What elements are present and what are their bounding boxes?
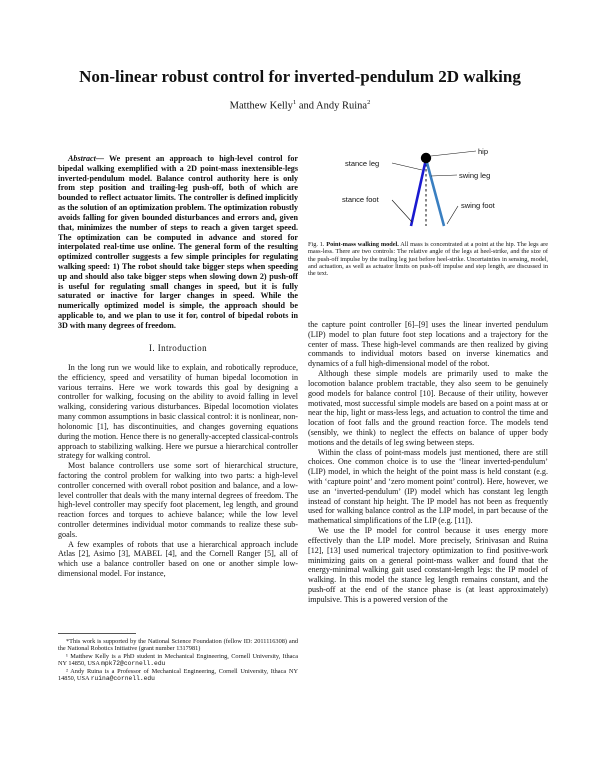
footnote-ruina-text: ² Andy Ruina is a Professor of Mechanical Engineering, Cornell University, Ithaca NY 14850, USA bbox=[58, 667, 298, 683]
section-heading-introduction: I. Introduction bbox=[149, 343, 207, 353]
intro-paragraph-2: Most balance controllers use some sort of hierarchical structure, factoring the control problem for walking into two parts: a high-level controller concerned with overall robot position and balance, and a low-level controller that deals with the many internal degrees of freedom. The high-level controller may specify foot placement, leg length, and ground reaction forces and torques to achieve balance; while the low level controller determines individual motor commands to realize these sub-goals. bbox=[58, 461, 298, 539]
body-paragraph-4: We use the IP model for control because it uses energy more effectively than the LIP model. More precisely, Srinivasan and Ruina [12], [13] used numerical trajectory optimization to find positive-work minimizing gaits on a general point-mass walker and found that the energy-minimal walking gait used constant-length legs: the IP model of walking. In this model the stance leg length remains constant, and the push-off at the end of the stance phase is (at least approximately) impulsive. This is a powered version of the bbox=[308, 526, 548, 604]
footnote-kelly-email: mpk72@cornell.edu bbox=[101, 660, 166, 668]
author-kelly-mark: 1 bbox=[292, 99, 297, 106]
author-kelly: Matthew Kelly bbox=[229, 100, 293, 112]
hip-point-mass bbox=[421, 153, 431, 163]
label-swing-leg: swing leg bbox=[459, 171, 491, 180]
stance-foot-leader-line bbox=[392, 200, 412, 222]
hip-leader-line bbox=[431, 151, 476, 156]
label-swing-foot: swing foot bbox=[461, 201, 495, 210]
abstract-text: — We present an approach to high-level control for bipedal walking exemplified with a 2D point-mass inextensible-legs inverted-pendulum model. Balance control authority here is only from step position and trailing-leg push-off, both of which are bounded to reflect actuator limits. The controller is defined implicitly as the solution of an optimization problem. The optimization robustly avoids falling for given bounded disturbances and errors and, given that, minimizes the number of steps to reach a given target speed. The optimization can be computed in advance and stored for interpolated real-time use online. The general form of the resulting optimized controller suggests a few simple principles for regulating walking speed: 1) The robot should take bigger steps when speeding up and should also take bigger steps when slowing down 2) push-off is useful for regulating small changes in speed, but it is fully saturated or inactive for larger changes in speed. While the numerically optimized model is simple, the approach should be applicable to, and we plan to use it for, control of bipedal robots in 3D with many degrees of freedom. bbox=[58, 154, 298, 330]
swing-foot-leader-line bbox=[447, 206, 458, 224]
footnote-ruina bbox=[58, 668, 298, 683]
abstract bbox=[58, 154, 298, 331]
figure-caption bbox=[308, 241, 548, 277]
footnote-funding: *This work is supported by the National Science Foundation (fellow ID: 2011116308) and the National Robotics Initiative (grant number 1317981) bbox=[58, 638, 298, 653]
footnote-kelly bbox=[58, 653, 298, 668]
footnote-rule bbox=[58, 633, 136, 634]
author-ruina-mark: 2 bbox=[367, 99, 371, 106]
figure-caption-title: Point-mass walking model. bbox=[326, 241, 399, 248]
author-line bbox=[0, 99, 600, 112]
footnote-kelly-text: ¹ Matthew Kelly is a PhD student in Mechanical Engineering, Cornell University, Ithaca NY 14850, USA bbox=[58, 652, 298, 668]
figure-caption-label: Fig. 1. bbox=[308, 241, 325, 248]
point-mass-walking-model-figure bbox=[316, 143, 544, 243]
left-column-body bbox=[58, 363, 298, 579]
body-paragraph-1: the capture point controller [6]–[9] uses the linear inverted pendulum (LIP) model to plan future foot step locations and a trajectory for the center of mass. These high-level commands are then realized by giving commands to individual motors based on inverse kinematics and dynamics of a full high-dimensional model of the robot. bbox=[308, 320, 548, 369]
swing-leg-leader-line bbox=[431, 175, 457, 176]
footnotes bbox=[58, 638, 298, 682]
label-stance-foot: stance foot bbox=[342, 195, 379, 204]
body-paragraph-3: Within the class of point-mass models just mentioned, there are still choices. One common choice is to use the ‘linear inverted-pendulum’ (LIP) model, in which the height of the point mass is held constant (e.g. with ‘capture point’ and ‘zero moment point’ control). Here, however, we use an ‘inverted-pendulum’ (IP) model which has constant leg length instead of constant hip height. The IP model has not been as frequently used for walking balance control as the LIP model, in part because of the mathematical simplifications of the LIP (e.g. [11]). bbox=[308, 447, 548, 526]
right-column-body bbox=[308, 320, 548, 605]
footnote-ruina-email: ruina@cornell.edu bbox=[90, 675, 155, 683]
intro-paragraph-3: A few examples of robots that use a hierarchical approach include Atlas [2], Asimo [3], MABEL [4], and the Cornell Ranger [5], all of which use a balance controller based on one or another simple low-dimensional model. For instance, bbox=[58, 539, 298, 579]
figure-caption-text: All mass is concentrated at a point at the hip. The legs are mass-less. There are two controls: The relative angle of the legs at heel-strike, and the size of the push-off impulse by the trailing leg just before heel-strike. Uncertainties in sensing, model, and actuation, as well as actuator limits on push-off impulse and step length, are discussed in the text. bbox=[308, 241, 549, 278]
abstract-paragraph bbox=[58, 154, 298, 331]
body-paragraph-2: Although these simple models are primarily used to make the locomotion balance problem tractable, they also seem to be genuinely good models for balance control [10]. Because of their utility, however motivated, most successful simple models are based on a point mass at or near the hip, light or mass-less legs, and actuation to control the time and location of foot falls and the ground reaction force. The models tend (sensibly, we think) to neglect the effects on balance of upper body motions and the details of leg swing between steps. bbox=[308, 369, 548, 447]
paper-title: Non-linear robust control for inverted-pendulum 2D walking bbox=[79, 67, 521, 86]
swing-leg-line bbox=[426, 159, 444, 226]
stance-leg-leader-line bbox=[392, 163, 422, 170]
abstract-label: Abstract bbox=[68, 154, 96, 163]
author-conjunction: and bbox=[296, 100, 317, 112]
intro-paragraph-1: In the long run we would like to explain, and robotically reproduce, the efficiency, speed and versatility of human bipedal locomotion in various terrains. Here we work towards this goal by designing a controller for walking, focusing on the ability to avoid falling in level walking, considering various disturbances. Bipedal locomotion violates many common assumptions in basic classical control: it is nonlinear, non-holonomic [1], has discontinuities, and changes governing equations during the motion. Hence there is no generally-accepted classical-controls approach to stabilizing walking. Here we pursue a hierarchical controller strategy for walking control. bbox=[58, 363, 298, 461]
author-ruina: Andy Ruina bbox=[316, 100, 368, 112]
label-stance-leg: stance leg bbox=[345, 159, 380, 168]
label-hip: hip bbox=[478, 147, 489, 156]
